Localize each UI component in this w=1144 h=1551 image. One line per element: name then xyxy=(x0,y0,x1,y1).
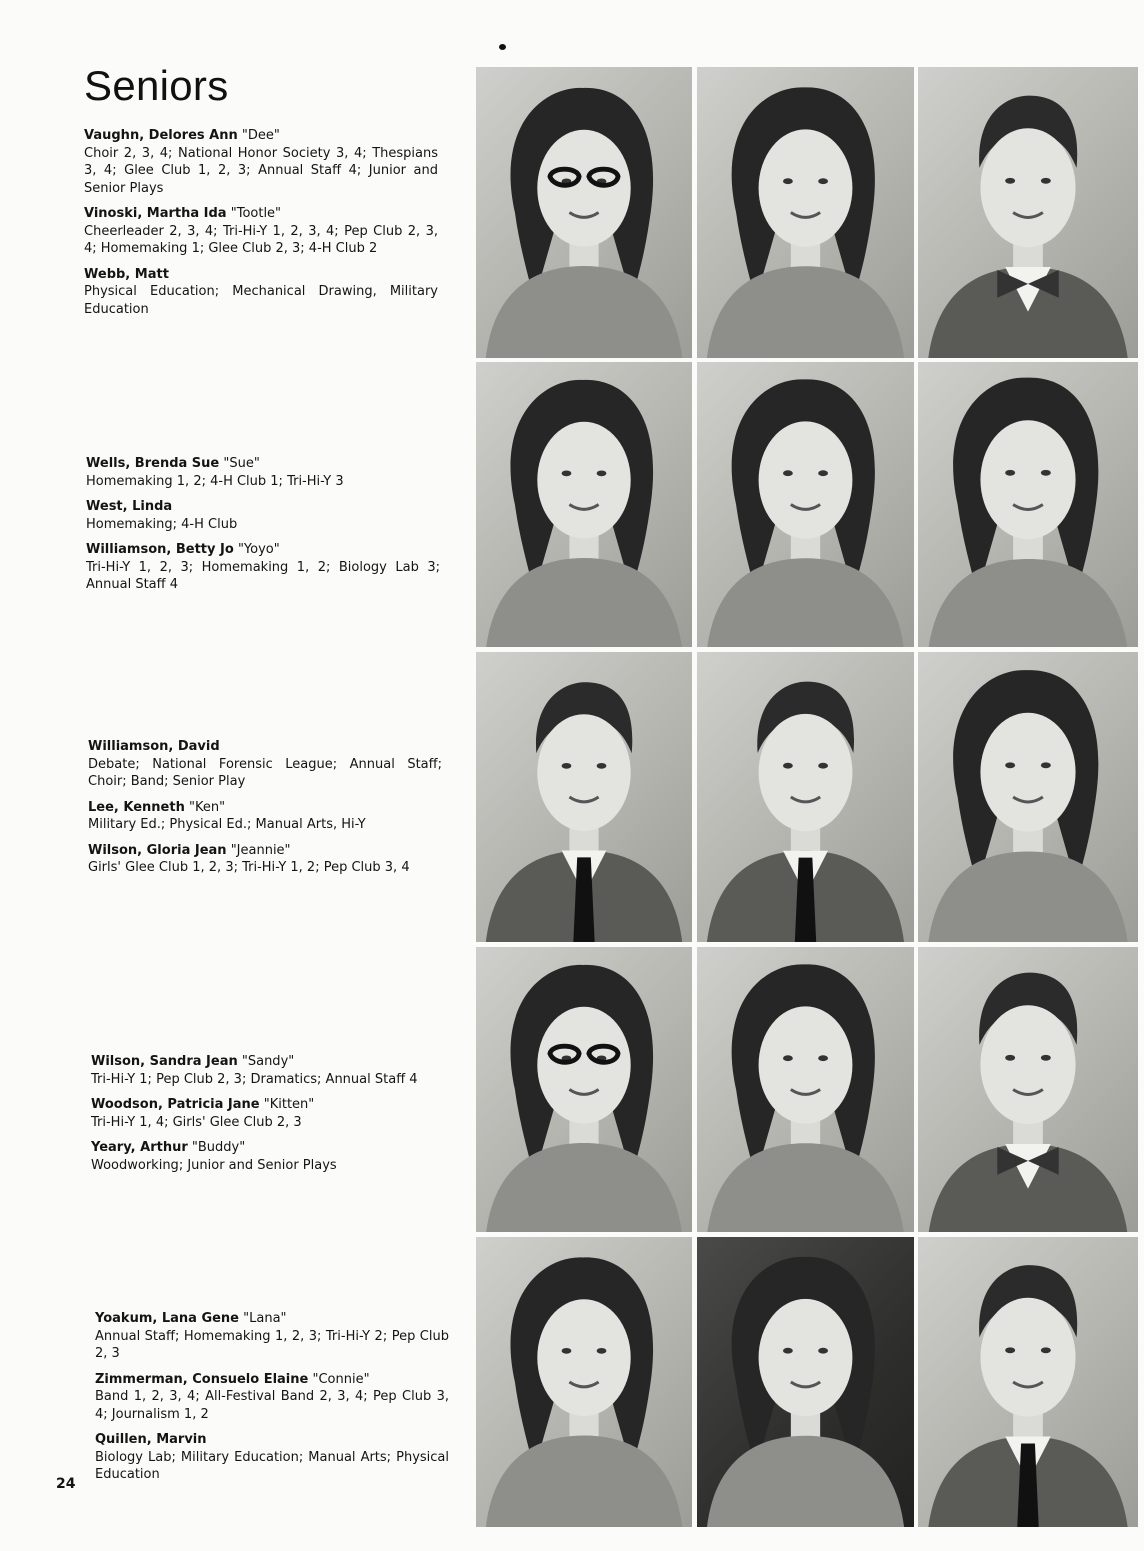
senior-portrait-photo xyxy=(476,362,692,647)
senior-entry xyxy=(86,498,440,533)
senior-activities: Military Ed.; Physical Ed.; Manual Arts, Hi-Y xyxy=(88,817,366,832)
senior-entry xyxy=(91,1053,445,1088)
senior-entry xyxy=(88,738,442,791)
senior-name: Yoakum, Lana Gene xyxy=(95,1311,240,1326)
senior-activities: Girls' Glee Club 1, 2, 3; Tri-Hi-Y 1, 2; Pep Club 3, 4 xyxy=(88,860,410,875)
senior-name-line xyxy=(84,205,438,223)
senior-group xyxy=(86,455,440,602)
senior-activities: Tri-Hi-Y 1, 4; Girls' Glee Club 2, 3 xyxy=(91,1114,302,1130)
senior-entry xyxy=(91,1139,445,1174)
senior-group xyxy=(88,738,442,885)
senior-nickname: "Sandy" xyxy=(241,1054,295,1069)
senior-activities: Choir 2, 3, 4; National Honor Society 3, 4; Thespians 3, 4; Glee Club 1, 2, 3; Annual Staff 4; Junior and Senior Plays xyxy=(84,145,438,196)
senior-name-line xyxy=(95,1431,449,1449)
senior-nickname: "Lana" xyxy=(243,1311,287,1326)
senior-activities: Tri-Hi-Y 1, 2, 3; Homemaking 1, 2; Biology Lab 3; Annual Staff 4 xyxy=(86,559,440,592)
senior-portrait-photo xyxy=(476,652,692,942)
senior-name: Vaughn, Delores Ann xyxy=(84,128,238,143)
senior-name: Quillen, Marvin xyxy=(95,1432,207,1447)
senior-nickname: "Ken" xyxy=(188,799,226,815)
senior-entry xyxy=(88,799,442,834)
senior-portrait-photo xyxy=(697,1237,914,1527)
page-title: Seniors xyxy=(84,62,229,109)
senior-name-line xyxy=(84,266,438,284)
senior-name: Wells, Brenda Sue xyxy=(86,456,220,471)
senior-activities: Biology Lab; Military Education; Manual Arts; Physical Education xyxy=(95,1449,449,1482)
senior-entry xyxy=(88,842,442,877)
senior-name-line xyxy=(86,455,440,473)
senior-group xyxy=(91,1053,445,1182)
senior-portrait-photo xyxy=(697,362,914,647)
senior-name-line xyxy=(88,738,442,756)
senior-activities: Annual Staff; Homemaking 1, 2, 3; Tri-Hi-Y 2; Pep Club 2, 3 xyxy=(95,1328,449,1361)
senior-nickname: "Sue" xyxy=(223,456,260,471)
senior-nickname: "Kitten" xyxy=(263,1097,315,1112)
senior-name: Webb, Matt xyxy=(84,266,169,282)
senior-portrait-photo xyxy=(476,67,692,358)
senior-name-line xyxy=(95,1371,449,1389)
senior-name-line xyxy=(91,1096,445,1114)
senior-portrait-photo xyxy=(918,1237,1138,1527)
senior-entry xyxy=(84,127,438,197)
senior-entry xyxy=(91,1096,445,1131)
senior-entry xyxy=(95,1431,449,1484)
senior-entry xyxy=(86,455,440,490)
senior-name-line xyxy=(88,799,442,817)
senior-portrait-photo xyxy=(697,67,914,358)
senior-nickname: "Dee" xyxy=(241,128,280,143)
senior-activities: Tri-Hi-Y 1; Pep Club 2, 3; Dramatics; Annual Staff 4 xyxy=(91,1071,418,1087)
senior-portrait-photo xyxy=(697,947,914,1232)
senior-name: West, Linda xyxy=(86,499,173,514)
senior-name: Woodson, Patricia Jane xyxy=(91,1097,260,1112)
senior-entry xyxy=(86,541,440,594)
senior-name: Yeary, Arthur xyxy=(91,1140,188,1155)
senior-nickname: "Jeannie" xyxy=(230,842,291,858)
senior-activities: Cheerleader 2, 3, 4; Tri-Hi-Y 1, 2, 3, 4; Pep Club 2, 3, 4; Homemaking 1; Glee Club 2, 3; 4-H Club 2 xyxy=(84,223,438,256)
senior-portrait-photo xyxy=(476,947,692,1232)
senior-portrait-photo xyxy=(918,362,1138,647)
senior-nickname: "Connie" xyxy=(312,1371,370,1387)
senior-name: Zimmerman, Consuelo Elaine xyxy=(95,1371,309,1387)
senior-nickname: "Tootle" xyxy=(230,206,282,221)
senior-name-line xyxy=(91,1139,445,1157)
senior-activities: Physical Education; Mechanical Drawing, Military Education xyxy=(84,284,438,317)
senior-activities: Band 1, 2, 3, 4; All-Festival Band 2, 3, 4; Pep Club 3, 4; Journalism 1, 2 xyxy=(95,1389,449,1422)
senior-name-line xyxy=(91,1053,445,1071)
senior-name-line xyxy=(88,842,442,860)
senior-group xyxy=(95,1310,449,1492)
senior-portrait-photo xyxy=(918,67,1138,358)
senior-name-line xyxy=(95,1310,449,1328)
senior-portrait-photo xyxy=(918,652,1138,942)
senior-portrait-photo xyxy=(697,652,914,942)
ink-dot xyxy=(499,44,506,50)
senior-name: Wilson, Sandra Jean xyxy=(91,1054,238,1069)
senior-entry xyxy=(95,1371,449,1424)
page-number: 24 xyxy=(56,1476,76,1492)
senior-name-line xyxy=(86,541,440,559)
senior-activities: Debate; National Forensic League; Annual Staff; Choir; Band; Senior Play xyxy=(88,756,442,789)
senior-activities: Woodworking; Junior and Senior Plays xyxy=(91,1157,337,1173)
senior-group xyxy=(84,127,438,326)
senior-portrait-photo xyxy=(918,947,1138,1232)
senior-entry xyxy=(84,266,438,319)
senior-portrait-photo xyxy=(476,1237,692,1527)
senior-nickname: "Buddy" xyxy=(191,1140,246,1155)
senior-entry xyxy=(84,205,438,258)
senior-name: Vinoski, Martha Ida xyxy=(84,206,227,221)
senior-activities: Homemaking; 4-H Club xyxy=(86,516,238,532)
senior-name-line xyxy=(86,498,440,516)
senior-entry xyxy=(95,1310,449,1363)
senior-name: Lee, Kenneth xyxy=(88,799,185,815)
senior-name-line xyxy=(84,127,438,145)
senior-name: Williamson, David xyxy=(88,739,220,754)
senior-name: Wilson, Gloria Jean xyxy=(88,842,227,858)
senior-activities: Homemaking 1, 2; 4-H Club 1; Tri-Hi-Y 3 xyxy=(86,473,344,489)
senior-nickname: "Yoyo" xyxy=(237,542,280,557)
senior-name: Williamson, Betty Jo xyxy=(86,542,234,557)
